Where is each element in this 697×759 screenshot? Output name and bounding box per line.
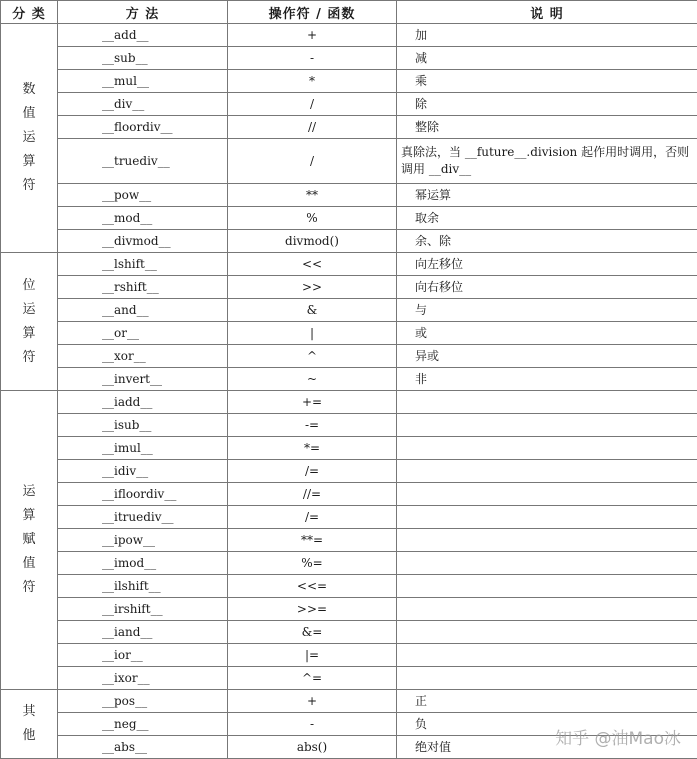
table-row <box>1 93 697 116</box>
description-cell: 与 <box>397 299 697 322</box>
table-row <box>1 368 697 391</box>
method-cell: __mod__ <box>58 207 228 230</box>
method-cell: __floordiv__ <box>58 116 228 139</box>
table-row <box>1 24 697 47</box>
description-cell: 取余 <box>397 207 697 230</box>
category-cell <box>1 24 58 253</box>
description-cell: 非 <box>397 368 697 391</box>
method-cell: __truediv__ <box>58 139 228 184</box>
header-operator: 操作符 / 函数 <box>228 1 397 24</box>
description-cell: 或 <box>397 322 697 345</box>
header-category: 分 类 <box>1 1 58 24</box>
method-cell: __or__ <box>58 322 228 345</box>
operator-cell: += <box>228 391 397 414</box>
operator-cell: >>= <box>228 598 397 621</box>
operator-cell: | <box>228 322 397 345</box>
operator-cell: divmod() <box>228 230 397 253</box>
header-method: 方 法 <box>58 1 228 24</box>
category-label: 数值运算符 <box>22 82 36 193</box>
description-cell: 异或 <box>397 345 697 368</box>
method-cell: __irshift__ <box>58 598 228 621</box>
table-row <box>1 207 697 230</box>
description-cell: 除 <box>397 93 697 116</box>
method-cell: __isub__ <box>58 414 228 437</box>
table-row <box>1 345 697 368</box>
description-cell <box>397 575 697 598</box>
method-cell: __ifloordiv__ <box>58 483 228 506</box>
description-cell <box>397 644 697 667</box>
operator-cell: |= <box>228 644 397 667</box>
method-cell: __invert__ <box>58 368 228 391</box>
method-cell: __iand__ <box>58 621 228 644</box>
description-cell: 绝对值 <box>397 736 697 759</box>
table-row <box>1 506 697 529</box>
method-cell: __neg__ <box>58 713 228 736</box>
operator-cell: **= <box>228 529 397 552</box>
description-cell: 整除 <box>397 116 697 139</box>
description-cell <box>397 621 697 644</box>
table-body <box>1 24 697 759</box>
operator-cell: -= <box>228 414 397 437</box>
operator-cell: ^ <box>228 345 397 368</box>
operator-cell: ~ <box>228 368 397 391</box>
table-row <box>1 483 697 506</box>
operator-cell: / <box>228 139 397 184</box>
operator-cell: abs() <box>228 736 397 759</box>
table-row <box>1 598 697 621</box>
operator-cell: + <box>228 24 397 47</box>
table-row <box>1 184 697 207</box>
operator-cell: /= <box>228 460 397 483</box>
table-row <box>1 139 697 184</box>
category-cell <box>1 391 58 690</box>
table-row <box>1 47 697 70</box>
description-cell: 乘 <box>397 70 697 93</box>
watermark-text: 知乎 @油Mao冰 <box>555 729 681 749</box>
method-cell: __imul__ <box>58 437 228 460</box>
table-row <box>1 575 697 598</box>
description-cell: 负 <box>397 713 697 736</box>
table-row <box>1 322 697 345</box>
description-cell <box>397 506 697 529</box>
category-label: 运算赋值符 <box>22 484 36 595</box>
description-cell: 余、除 <box>397 230 697 253</box>
category-cell <box>1 253 58 391</box>
category-label: 其他 <box>22 704 36 743</box>
description-cell: 向右移位 <box>397 276 697 299</box>
operator-cell: - <box>228 47 397 70</box>
description-cell <box>397 483 697 506</box>
operator-cell: *= <box>228 437 397 460</box>
method-cell: __div__ <box>58 93 228 116</box>
method-cell: __iadd__ <box>58 391 228 414</box>
description-cell <box>397 598 697 621</box>
method-cell: __divmod__ <box>58 230 228 253</box>
category-cell <box>1 690 58 759</box>
operator-cell: * <box>228 70 397 93</box>
description-cell: 正 <box>397 690 697 713</box>
description-cell <box>397 391 697 414</box>
description-cell: 加 <box>397 24 697 47</box>
operator-cell: % <box>228 207 397 230</box>
table-header-row <box>1 1 697 24</box>
method-cell: __ior__ <box>58 644 228 667</box>
method-cell: __add__ <box>58 24 228 47</box>
description-cell <box>397 437 697 460</box>
operator-cell: + <box>228 690 397 713</box>
table-row <box>1 116 697 139</box>
table-row <box>1 276 697 299</box>
operator-cell: - <box>228 713 397 736</box>
table-row <box>1 391 697 414</box>
method-cell: __and__ <box>58 299 228 322</box>
method-cell: __imod__ <box>58 552 228 575</box>
operator-cell: <<= <box>228 575 397 598</box>
table-row <box>1 299 697 322</box>
table-row <box>1 667 697 690</box>
table-row <box>1 460 697 483</box>
method-cell: __itruediv__ <box>58 506 228 529</box>
description-cell: 幂运算 <box>397 184 697 207</box>
table-row <box>1 529 697 552</box>
description-cell <box>397 667 697 690</box>
description-cell <box>397 529 697 552</box>
method-cell: __lshift__ <box>58 253 228 276</box>
method-cell: __ilshift__ <box>58 575 228 598</box>
operator-cell: /= <box>228 506 397 529</box>
operator-cell: / <box>228 93 397 116</box>
header-description: 说 明 <box>397 1 697 24</box>
method-cell: __pow__ <box>58 184 228 207</box>
table-row <box>1 230 697 253</box>
operator-cell: << <box>228 253 397 276</box>
method-cell: __idiv__ <box>58 460 228 483</box>
method-cell: __ixor__ <box>58 667 228 690</box>
description-cell: 向左移位 <box>397 253 697 276</box>
method-cell: __sub__ <box>58 47 228 70</box>
table-row <box>1 437 697 460</box>
description-cell <box>397 414 697 437</box>
table-row <box>1 690 697 713</box>
table-row <box>1 621 697 644</box>
operator-cell: %= <box>228 552 397 575</box>
table-row <box>1 644 697 667</box>
method-cell: __abs__ <box>58 736 228 759</box>
operator-cell: & <box>228 299 397 322</box>
description-cell: 减 <box>397 47 697 70</box>
operator-cell: ** <box>228 184 397 207</box>
description-cell <box>397 460 697 483</box>
category-label: 位运算符 <box>22 277 36 365</box>
table-row <box>1 253 697 276</box>
method-cell: __rshift__ <box>58 276 228 299</box>
operator-cell: >> <box>228 276 397 299</box>
description-cell <box>397 552 697 575</box>
table-row <box>1 552 697 575</box>
operator-cell: // <box>228 116 397 139</box>
operator-cell: &= <box>228 621 397 644</box>
method-cell: __pos__ <box>58 690 228 713</box>
operator-cell: ^= <box>228 667 397 690</box>
method-cell: __mul__ <box>58 70 228 93</box>
table-row <box>1 414 697 437</box>
table-row <box>1 70 697 93</box>
description-cell: 真除法，当 __future__.division 起作用时调用，否则调用 __div__ <box>397 139 697 184</box>
operator-cell: //= <box>228 483 397 506</box>
method-cell: __xor__ <box>58 345 228 368</box>
method-cell: __ipow__ <box>58 529 228 552</box>
